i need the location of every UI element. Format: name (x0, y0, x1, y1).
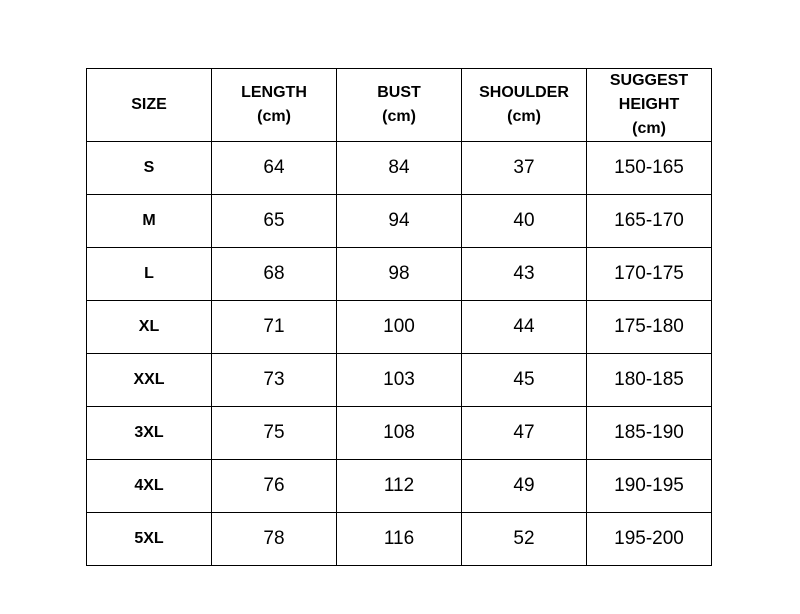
size-cell: S (87, 142, 212, 195)
header-shoulder-label: SHOULDER (479, 84, 569, 101)
header-height-line2: HEIGHT (618, 96, 680, 113)
shoulder-cell: 37 (462, 142, 587, 195)
length-cell: 64 (212, 142, 337, 195)
size-cell: 3XL (87, 407, 212, 460)
height-cell: 180-185 (587, 354, 712, 407)
height-cell: 165-170 (587, 195, 712, 248)
table-row (87, 195, 712, 248)
table-row (87, 513, 712, 566)
bust-cell: 100 (337, 301, 462, 354)
shoulder-cell: 52 (462, 513, 587, 566)
header-length-unit: (cm) (257, 108, 291, 125)
bust-cell: 84 (337, 142, 462, 195)
length-cell: 75 (212, 407, 337, 460)
height-cell: 175-180 (587, 301, 712, 354)
table-row (87, 407, 712, 460)
length-cell: 71 (212, 301, 337, 354)
bust-cell: 116 (337, 513, 462, 566)
length-cell: 65 (212, 195, 337, 248)
size-cell: XXL (87, 354, 212, 407)
length-cell: 78 (212, 513, 337, 566)
shoulder-cell: 47 (462, 407, 587, 460)
table-row (87, 142, 712, 195)
size-cell: 5XL (87, 513, 212, 566)
bust-cell: 103 (337, 354, 462, 407)
shoulder-cell: 44 (462, 301, 587, 354)
height-cell: 195-200 (587, 513, 712, 566)
header-length (212, 69, 337, 142)
table-row (87, 301, 712, 354)
length-cell: 73 (212, 354, 337, 407)
height-cell: 150-165 (587, 142, 712, 195)
size-cell: L (87, 248, 212, 301)
size-chart-table (86, 68, 712, 566)
shoulder-cell: 43 (462, 248, 587, 301)
header-row (87, 69, 712, 142)
table-row (87, 354, 712, 407)
shoulder-cell: 40 (462, 195, 587, 248)
height-cell: 170-175 (587, 248, 712, 301)
table-row (87, 460, 712, 513)
size-cell: 4XL (87, 460, 212, 513)
shoulder-cell: 45 (462, 354, 587, 407)
bust-cell: 108 (337, 407, 462, 460)
size-cell: XL (87, 301, 212, 354)
shoulder-cell: 49 (462, 460, 587, 513)
header-height-line1: SUGGEST (609, 72, 689, 89)
height-cell: 185-190 (587, 407, 712, 460)
header-bust-label: BUST (377, 84, 421, 101)
header-bust (337, 69, 462, 142)
header-length-label: LENGTH (241, 84, 307, 101)
header-bust-unit: (cm) (382, 108, 416, 125)
header-height-unit: (cm) (632, 120, 666, 137)
height-cell: 190-195 (587, 460, 712, 513)
header-height (587, 69, 712, 142)
bust-cell: 94 (337, 195, 462, 248)
size-cell: M (87, 195, 212, 248)
bust-cell: 98 (337, 248, 462, 301)
length-cell: 68 (212, 248, 337, 301)
table-row (87, 248, 712, 301)
header-shoulder-unit: (cm) (507, 108, 541, 125)
header-shoulder (462, 69, 587, 142)
length-cell: 76 (212, 460, 337, 513)
header-size-label: SIZE (131, 96, 167, 113)
bust-cell: 112 (337, 460, 462, 513)
header-size (87, 69, 212, 142)
